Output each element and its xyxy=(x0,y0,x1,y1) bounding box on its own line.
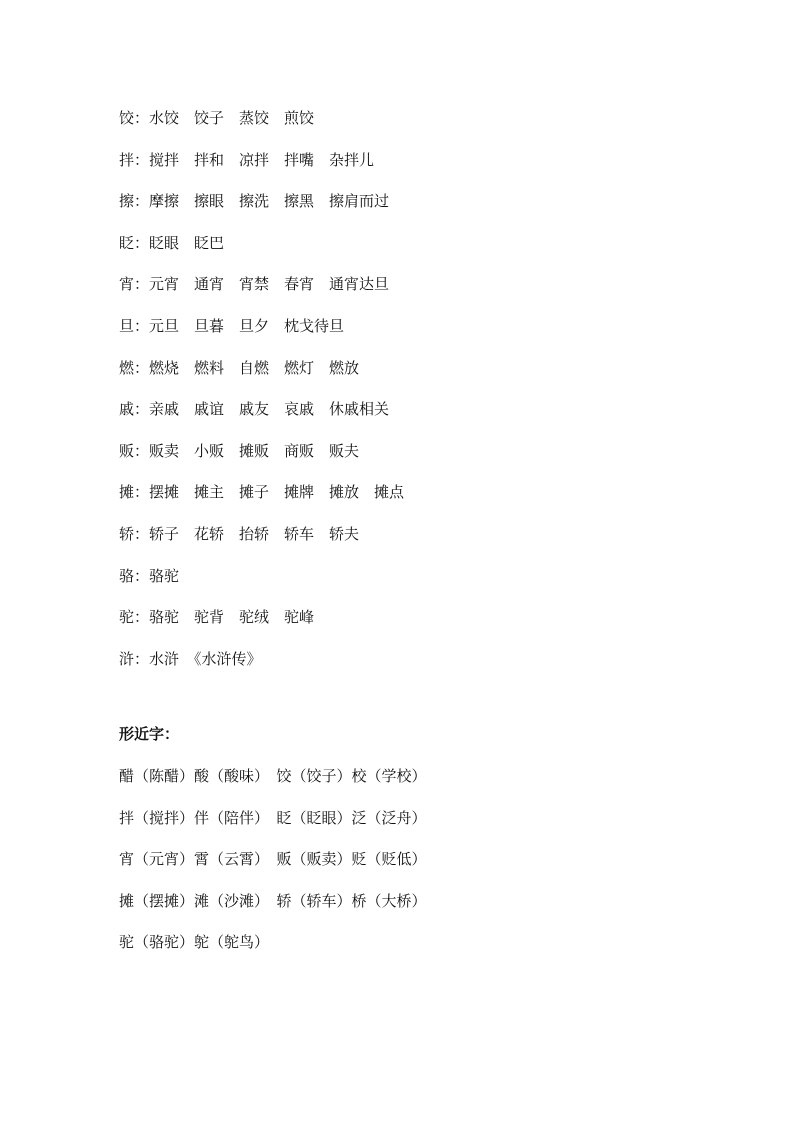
similar-row: 醋（陈醋）酸（酸味） 饺（饺子）校（学校） xyxy=(119,766,427,785)
entry-words: 贩卖 小贩 摊贩 商贩 贩夫 xyxy=(149,441,360,460)
entry-separator: ： xyxy=(134,400,150,419)
entry-char: 眨 xyxy=(119,233,135,252)
document-page xyxy=(119,108,739,974)
entry-separator: ： xyxy=(134,150,150,169)
entry-char: 拌 xyxy=(119,150,135,169)
entry-separator: ： xyxy=(134,233,150,252)
entry-words: 亲戚 戚谊 戚友 哀戚 休戚相关 xyxy=(149,400,390,419)
word-entry xyxy=(119,274,739,294)
entry-words: 摆摊 摊主 摊子 摊牌 摊放 摊点 xyxy=(149,483,405,502)
word-entry xyxy=(119,233,739,253)
entry-char: 擦 xyxy=(119,192,135,211)
word-entry xyxy=(119,566,739,586)
entry-words: 骆驼 驼背 驼绒 驼峰 xyxy=(149,608,315,627)
entry-words: 水浒 《水浒传》 xyxy=(149,649,262,668)
entry-char: 旦 xyxy=(119,316,135,335)
word-entry xyxy=(119,524,739,544)
entry-words: 搅拌 拌和 凉拌 拌嘴 杂拌儿 xyxy=(149,150,375,169)
entry-char: 饺 xyxy=(119,109,135,127)
word-entry xyxy=(119,482,739,502)
entry-char: 浒 xyxy=(119,649,135,668)
similar-characters-heading: 形近字： xyxy=(119,725,180,744)
similar-row: 拌（搅拌）伴（陪伴） 眨（眨眼）泛（泛舟） xyxy=(119,808,427,827)
similar-row: 摊（摆摊）滩（沙滩） 轿（轿车）桥（大桥） xyxy=(119,891,427,910)
word-entry xyxy=(119,399,739,419)
entry-words: 摩擦 擦眼 擦洗 擦黑 擦肩而过 xyxy=(149,192,390,211)
entry-char: 轿 xyxy=(119,524,135,543)
entry-words: 眨眼 眨巴 xyxy=(149,233,225,252)
entry-separator: ： xyxy=(134,524,150,543)
entry-separator: ： xyxy=(134,441,150,460)
entry-words: 燃烧 燃料 自燃 燃灯 燃放 xyxy=(149,358,360,377)
entry-separator: ： xyxy=(134,649,150,668)
word-entry xyxy=(119,191,739,211)
section-spacer xyxy=(119,690,739,724)
entry-char: 宵 xyxy=(119,275,135,294)
entry-separator: ： xyxy=(134,566,150,585)
word-entry xyxy=(119,441,739,461)
entry-words: 水饺 饺子 蒸饺 煎饺 xyxy=(149,109,315,127)
entry-separator: ： xyxy=(134,483,150,502)
entry-separator: ： xyxy=(134,316,150,335)
entry-words: 元旦 旦暮 旦夕 枕戈待旦 xyxy=(149,316,345,335)
entry-char: 燃 xyxy=(119,358,135,377)
word-entry xyxy=(119,649,739,669)
entry-char: 驼 xyxy=(119,608,135,627)
word-entry xyxy=(119,316,739,336)
entry-words: 骆驼 xyxy=(149,566,180,585)
entry-char: 骆 xyxy=(119,566,135,585)
entry-separator: ： xyxy=(134,608,150,627)
entry-words: 轿子 花轿 抬轿 轿车 轿夫 xyxy=(149,524,360,543)
entry-separator: ： xyxy=(134,358,150,377)
entry-separator: ： xyxy=(134,109,150,127)
word-entry xyxy=(119,150,739,170)
entry-char: 戚 xyxy=(119,400,135,419)
entry-char: 贩 xyxy=(119,441,135,460)
word-entry xyxy=(119,607,739,627)
word-entry xyxy=(119,358,739,378)
similar-row: 宵（元宵）霄（云霄） 贩（贩卖）贬（贬低） xyxy=(119,850,427,869)
entry-char: 摊 xyxy=(119,483,135,502)
entry-separator: ： xyxy=(134,275,150,294)
similar-row: 驼（骆驼）鸵（鸵鸟） xyxy=(119,933,270,952)
entry-words: 元宵 通宵 宵禁 春宵 通宵达旦 xyxy=(149,275,390,294)
word-entry xyxy=(119,108,739,128)
entry-separator: ： xyxy=(134,192,150,211)
